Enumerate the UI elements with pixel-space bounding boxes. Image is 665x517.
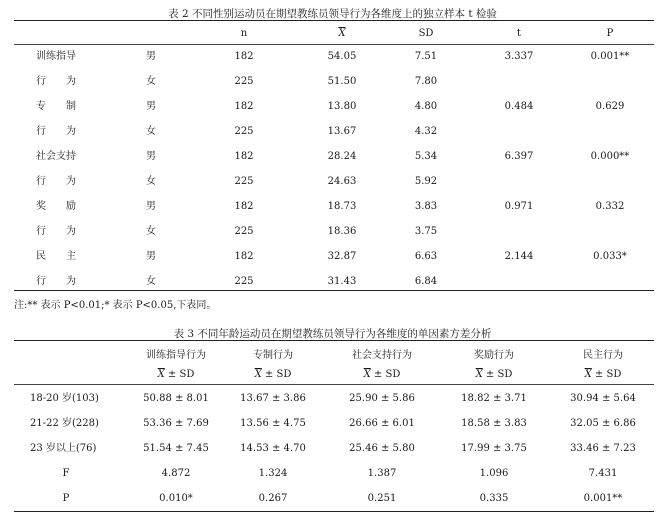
t3-value-cell: 51.54 ± 7.45 bbox=[143, 443, 209, 454]
t2-p-cell: 0.332 bbox=[595, 201, 625, 212]
t2-sd-cell: 6.84 bbox=[414, 276, 438, 287]
t3-mean-symbol: $\overline{X}$ bbox=[363, 369, 371, 380]
table2-caption: 表 2 不同性别运动员在期望教练员领导行为各维度上的独立样本 t 检验 bbox=[168, 8, 497, 20]
t3-value-cell: 26.66 ± 6.01 bbox=[349, 418, 415, 429]
t2-n-cell: 225 bbox=[234, 126, 254, 137]
t2-n-cell: 225 bbox=[234, 76, 254, 87]
t3-subheader bbox=[585, 369, 622, 381]
t2-gender: 男 bbox=[146, 251, 156, 262]
t3-value-cell: 13.67 ± 3.86 bbox=[240, 393, 306, 404]
t2-mean-cell: 31.43 bbox=[327, 276, 357, 287]
table2-top-rule bbox=[14, 20, 654, 21]
t3-row-label: 21-22 岁(228) bbox=[30, 418, 99, 429]
t2-row-label: 行 为 bbox=[36, 176, 76, 187]
t2-gender: 男 bbox=[146, 51, 156, 62]
t2-mean-cell: 54.05 bbox=[327, 51, 357, 62]
t2-row-label: 行 为 bbox=[36, 276, 76, 287]
t3-mean-symbol: $\overline{X}$ bbox=[254, 369, 262, 380]
t3-value-cell: 33.46 ± 7.23 bbox=[570, 443, 636, 454]
table-note: 注:** 表示 P<0.01;* 表示 P<0.05,下表同。 bbox=[14, 300, 217, 311]
table2-header-rule bbox=[14, 44, 654, 45]
t2-row-label: 社会支持 bbox=[36, 151, 76, 162]
t3-subheader bbox=[364, 369, 401, 381]
t2-sd-cell: 5.34 bbox=[414, 151, 438, 162]
t2-gender: 男 bbox=[146, 151, 156, 162]
t2-sd-cell: 4.80 bbox=[414, 101, 438, 112]
t3-column-header: 专制行为 bbox=[253, 350, 293, 361]
t3-value-cell: 0.251 bbox=[367, 493, 397, 504]
t3-row-label: F bbox=[62, 468, 70, 479]
t2-t-cell: 2.144 bbox=[504, 251, 534, 262]
t2-mean-cell: 18.36 bbox=[327, 226, 357, 237]
t2-gender: 男 bbox=[146, 201, 156, 212]
t3-value-cell: 0.267 bbox=[258, 493, 288, 504]
t2-mean-cell: 32.87 bbox=[327, 251, 357, 262]
t2-row-label: 训练指导 bbox=[36, 51, 76, 62]
t2-n-cell: 225 bbox=[234, 226, 254, 237]
t3-value-cell: 0.001** bbox=[583, 493, 623, 504]
t3-value-cell: 1.324 bbox=[258, 468, 288, 479]
t3-sd-symbol: ± SD bbox=[164, 369, 195, 380]
t2-row-label: 民 主 bbox=[36, 251, 76, 262]
t3-subheader bbox=[255, 369, 292, 381]
t2-sd-header: SD bbox=[418, 28, 434, 39]
t2-row-label: 奖 励 bbox=[36, 201, 76, 212]
t2-gender: 女 bbox=[146, 126, 156, 137]
t3-value-cell: 18.82 ± 3.71 bbox=[461, 393, 527, 404]
t3-column-header: 训练指导行为 bbox=[146, 350, 206, 361]
t2-t-cell: 3.337 bbox=[504, 51, 534, 62]
table3-top-rule bbox=[14, 340, 654, 341]
t2-row-label: 行 为 bbox=[36, 126, 76, 137]
t2-t-cell: 6.397 bbox=[504, 151, 534, 162]
t3-value-cell: 14.53 ± 4.70 bbox=[240, 443, 306, 454]
t2-p-cell: 0.629 bbox=[595, 101, 625, 112]
t3-value-cell: 13.56 ± 4.75 bbox=[240, 418, 306, 429]
t3-value-cell: 50.88 ± 8.01 bbox=[143, 393, 209, 404]
t2-sd-cell: 7.51 bbox=[414, 51, 438, 62]
t2-mean-header: $\overline{X}$ bbox=[338, 28, 346, 39]
t3-value-cell: 25.46 ± 5.80 bbox=[349, 443, 415, 454]
t2-mean-cell: 13.67 bbox=[327, 126, 357, 137]
t2-p-cell: 0.001** bbox=[590, 51, 630, 62]
t3-column-header: 社会支持行为 bbox=[352, 350, 412, 361]
t3-value-cell: 7.431 bbox=[588, 468, 618, 479]
table2-bottom-rule bbox=[14, 290, 654, 291]
t3-value-cell: 0.335 bbox=[479, 493, 509, 504]
t3-row-label: 18-20 岁(103) bbox=[30, 393, 99, 404]
t2-gender: 女 bbox=[146, 176, 156, 187]
t2-mean-cell: 51.50 bbox=[327, 76, 357, 87]
t3-sd-symbol: ± SD bbox=[261, 369, 292, 380]
t3-value-cell: 4.872 bbox=[161, 468, 191, 479]
t3-value-cell: 1.387 bbox=[367, 468, 397, 479]
t3-value-cell: 0.010* bbox=[159, 493, 193, 504]
t2-t-header: t bbox=[516, 28, 522, 39]
t3-column-header: 奖励行为 bbox=[474, 350, 514, 361]
t2-sd-cell: 3.83 bbox=[414, 201, 438, 212]
t2-p-cell: 0.033* bbox=[593, 251, 627, 262]
t2-gender: 女 bbox=[146, 276, 156, 287]
t2-gender: 女 bbox=[146, 226, 156, 237]
t2-n-cell: 182 bbox=[234, 251, 254, 262]
t2-n-cell: 225 bbox=[234, 176, 254, 187]
t2-n-cell: 182 bbox=[234, 51, 254, 62]
t2-n-cell: 182 bbox=[234, 101, 254, 112]
t2-mean-cell: 28.24 bbox=[327, 151, 357, 162]
t3-mean-symbol: $\overline{X}$ bbox=[475, 369, 483, 380]
t2-row-label: 行 为 bbox=[36, 226, 76, 237]
t3-sd-symbol: ± SD bbox=[370, 369, 401, 380]
t3-sd-symbol: ± SD bbox=[591, 369, 622, 380]
t2-sd-cell: 7.80 bbox=[414, 76, 438, 87]
t2-mean-cell: 13.80 bbox=[327, 101, 357, 112]
t3-mean-symbol: $\overline{X}$ bbox=[157, 369, 165, 380]
table3-header-rule bbox=[14, 384, 654, 385]
table3-bottom-rule bbox=[14, 511, 654, 512]
t3-value-cell: 53.36 ± 7.69 bbox=[143, 418, 209, 429]
t3-subheader bbox=[158, 369, 195, 381]
t3-column-header: 民主行为 bbox=[583, 350, 623, 361]
t3-value-cell: 30.94 ± 5.64 bbox=[570, 393, 636, 404]
t3-value-cell: 1.096 bbox=[479, 468, 509, 479]
t2-n-cell: 182 bbox=[234, 201, 254, 212]
t2-t-cell: 0.484 bbox=[504, 101, 534, 112]
t2-p-header: P bbox=[606, 28, 614, 39]
t2-n-cell: 182 bbox=[234, 151, 254, 162]
t3-row-label: P bbox=[62, 493, 70, 504]
t2-row-label: 专 制 bbox=[36, 101, 76, 112]
t3-value-cell: 32.05 ± 6.86 bbox=[570, 418, 636, 429]
t2-n-cell: 225 bbox=[234, 276, 254, 287]
t3-subheader bbox=[476, 369, 513, 381]
t3-mean-symbol: $\overline{X}$ bbox=[584, 369, 592, 380]
t3-sd-symbol: ± SD bbox=[482, 369, 513, 380]
t2-gender: 男 bbox=[146, 101, 156, 112]
t2-p-cell: 0.000** bbox=[590, 151, 630, 162]
t2-mean-cell: 24.63 bbox=[327, 176, 357, 187]
t3-value-cell: 25.90 ± 5.86 bbox=[349, 393, 415, 404]
t3-value-cell: 18.58 ± 3.83 bbox=[461, 418, 527, 429]
t3-row-label: 23 岁以上(76) bbox=[30, 443, 97, 454]
t2-n-header: n bbox=[240, 28, 248, 39]
table3-caption: 表 3 不同年龄运动员在期望教练员领导行为各维度的单因素方差分析 bbox=[173, 328, 492, 340]
t2-sd-cell: 3.75 bbox=[414, 226, 438, 237]
t2-t-cell: 0.971 bbox=[504, 201, 534, 212]
t2-sd-cell: 6.63 bbox=[414, 251, 438, 262]
t2-sd-cell: 4.32 bbox=[414, 126, 438, 137]
t2-row-label: 行 为 bbox=[36, 76, 76, 87]
t2-gender: 女 bbox=[146, 76, 156, 87]
t3-value-cell: 17.99 ± 3.75 bbox=[461, 443, 527, 454]
t2-sd-cell: 5.92 bbox=[414, 176, 438, 187]
t2-mean-cell: 18.73 bbox=[327, 201, 357, 212]
